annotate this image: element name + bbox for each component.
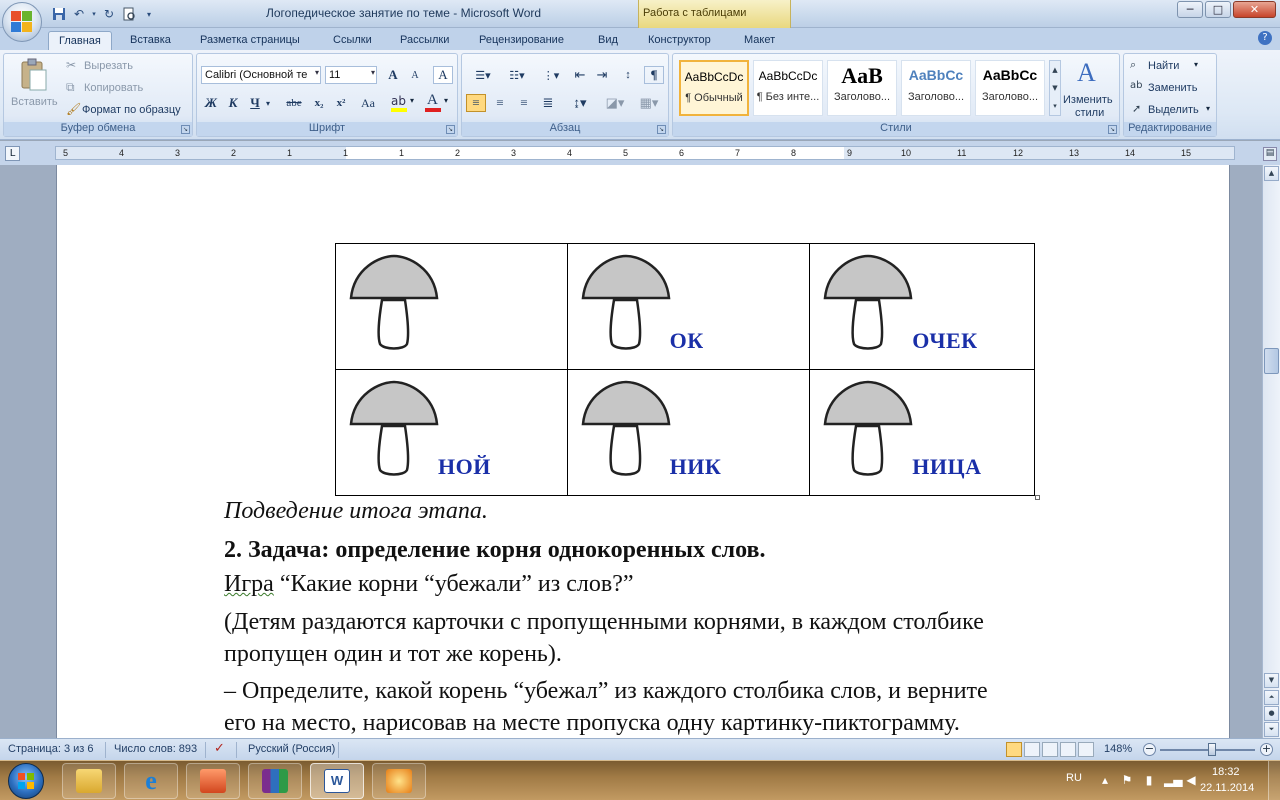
style-sample: AaBbCcDc xyxy=(684,70,744,84)
presentation-icon xyxy=(200,769,226,793)
mushroom-icon xyxy=(822,254,914,352)
cursor-icon: ➚ xyxy=(1132,102,1142,115)
draft-view-icon[interactable] xyxy=(1078,742,1094,757)
style-sample: AaBbCc xyxy=(982,67,1038,83)
paste-button[interactable] xyxy=(7,56,61,118)
clipboard-group-label: Буфер обмена xyxy=(4,122,192,136)
full-screen-reading-icon[interactable] xyxy=(1024,742,1040,757)
window-controls xyxy=(1177,1,1276,18)
root-suffix: ОЧЕК xyxy=(912,328,978,353)
language-indicator[interactable]: Русский (Россия) xyxy=(248,743,336,755)
find-label: Найти xyxy=(1148,60,1180,72)
paragraph-instructions-line-1: (Детям раздаются карточки с пропущенными корнями, в каждом столбике xyxy=(224,609,984,635)
save-icon[interactable] xyxy=(50,5,68,23)
spelling-flag-word: Игра xyxy=(224,571,274,597)
superscript-button[interactable]: x² xyxy=(336,97,346,109)
table-cell[interactable] xyxy=(336,244,568,370)
replace-button[interactable] xyxy=(1128,80,1214,98)
tab-view[interactable]: Вид xyxy=(598,34,618,46)
ruler-row xyxy=(0,141,1280,165)
styles-group xyxy=(672,53,1120,137)
help-icon[interactable]: ? xyxy=(1258,31,1272,45)
word-count[interactable]: Число слов: 893 xyxy=(114,743,198,755)
cut-label: Вырезать xyxy=(84,60,133,72)
format-painter-button[interactable] xyxy=(64,102,192,120)
network-signal-icon[interactable]: ▂▄ xyxy=(1164,773,1183,787)
highlighter-icon: ab xyxy=(391,94,406,108)
mushroom-icon xyxy=(580,380,672,478)
tab-page-layout[interactable]: Разметка страницы xyxy=(200,34,300,46)
mushroom-table[interactable] xyxy=(335,243,1035,496)
paragraph-instructions-line-2: пропущен один и тот же корень). xyxy=(224,641,562,667)
clipboard-launcher-icon[interactable]: ↘ xyxy=(182,126,189,133)
paragraph-task-heading: 2. Задача: определение корня однокоренных слов. xyxy=(224,537,766,563)
find-button[interactable] xyxy=(1128,58,1214,76)
ruler-tick: 1 xyxy=(287,148,293,158)
align-left-icon[interactable]: ≡ xyxy=(466,94,486,112)
ruler-tick: 11 xyxy=(957,148,967,158)
previous-page-icon[interactable]: ⏶ xyxy=(1264,690,1279,705)
root-suffix: НИК xyxy=(669,454,722,479)
sort-icon[interactable]: ↕ xyxy=(625,69,631,81)
font-size-combo[interactable] xyxy=(325,66,377,84)
office-button[interactable] xyxy=(2,2,42,42)
horizontal-ruler[interactable] xyxy=(55,146,1235,160)
ruler-tick: 2 xyxy=(231,148,237,158)
print-preview-icon[interactable] xyxy=(120,5,138,23)
undo-dropdown-icon[interactable]: ▾ xyxy=(92,10,96,18)
change-styles-label: Изменить xyxy=(1063,94,1113,106)
chevron-down-icon: ▾ xyxy=(314,68,319,77)
font-group-label: Шрифт xyxy=(197,122,457,136)
status-divider xyxy=(236,742,237,758)
zoom-level[interactable]: 148% xyxy=(1104,743,1133,755)
start-button[interactable] xyxy=(8,763,44,799)
scissors-icon: ✂ xyxy=(66,58,77,72)
chevron-down-icon: ▾ xyxy=(370,68,375,77)
multilevel-list-icon[interactable]: ⋮▾ xyxy=(542,69,560,82)
editing-group xyxy=(1123,53,1217,137)
table-cell[interactable] xyxy=(336,370,568,496)
taskbar-presentation[interactable] xyxy=(186,763,240,799)
tab-insert[interactable]: Вставка xyxy=(130,34,171,46)
styles-launcher-icon[interactable]: ↘ xyxy=(1109,126,1116,133)
page-count[interactable]: Страница: 3 из 6 xyxy=(8,743,94,755)
underline-button[interactable]: Ч xyxy=(250,95,260,110)
table-tools-context-title: Работа с таблицами xyxy=(638,0,791,28)
next-page-icon[interactable]: ⏷ xyxy=(1264,722,1279,737)
ruler-tick: 3 xyxy=(511,148,517,158)
view-ruler-icon[interactable]: ▤ xyxy=(1263,147,1277,161)
tab-home[interactable]: Главная xyxy=(48,31,112,50)
style-heading-1[interactable] xyxy=(827,60,897,116)
mushroom-icon xyxy=(822,380,914,478)
zoom-in-icon[interactable]: + xyxy=(1261,742,1272,755)
tab-design[interactable]: Конструктор xyxy=(648,34,711,46)
select-label: Выделить xyxy=(1148,104,1199,116)
style-sample: AaB xyxy=(841,63,883,88)
change-styles-icon: A xyxy=(1077,58,1096,87)
format-painter-label: Формат по образцу xyxy=(82,104,181,116)
taskbar-media[interactable] xyxy=(372,763,426,799)
borders-icon[interactable]: ▦▾ xyxy=(639,95,659,110)
replace-icon: ab xyxy=(1130,80,1143,91)
document-page[interactable] xyxy=(56,165,1230,738)
taskbar-ie[interactable] xyxy=(124,763,178,799)
table-row xyxy=(336,370,1035,496)
table-row xyxy=(336,244,1035,370)
table-cell[interactable] xyxy=(810,244,1035,370)
binoculars-icon: ⌕ xyxy=(1130,58,1137,71)
quick-access-toolbar xyxy=(50,4,158,24)
bold-button[interactable]: Ж xyxy=(205,95,217,110)
increase-indent-icon[interactable]: ⇥ xyxy=(596,67,608,82)
ruler-tick: 4 xyxy=(119,148,125,158)
select-button[interactable] xyxy=(1128,102,1214,120)
vertical-scrollbar[interactable] xyxy=(1262,165,1280,738)
zoom-slider-thumb[interactable] xyxy=(1208,743,1216,756)
table-cell[interactable] xyxy=(810,370,1035,496)
style-name: Заголово... xyxy=(907,91,965,103)
editing-group-label: Редактирование xyxy=(1124,122,1216,136)
align-center-icon[interactable]: ≡ xyxy=(496,95,504,110)
scrollbar-thumb[interactable] xyxy=(1264,348,1279,374)
ruler-tick: 2 xyxy=(455,148,461,158)
style-heading-3[interactable] xyxy=(975,60,1045,116)
table-cell[interactable] xyxy=(567,370,810,496)
ruler-text-area xyxy=(346,147,844,159)
web-layout-icon[interactable] xyxy=(1042,742,1058,757)
cut-button[interactable] xyxy=(64,58,184,76)
ruler-tick: 12 xyxy=(1013,148,1024,158)
shrink-font-button[interactable]: A xyxy=(411,69,419,81)
window-title: Логопедическое занятие по теме - Microsoft Word xyxy=(266,6,542,20)
customize-qat-icon[interactable]: ▾ xyxy=(146,9,151,19)
chevron-down-icon: ▾ xyxy=(444,96,449,105)
tab-mailings[interactable]: Рассылки xyxy=(400,34,450,46)
windows-taskbar xyxy=(0,760,1280,800)
archive-icon xyxy=(262,769,288,793)
ruler-tick: 14 xyxy=(1125,148,1136,158)
root-suffix: ОК xyxy=(669,328,704,353)
close-button[interactable]: ✕ xyxy=(1233,1,1276,18)
status-bar xyxy=(0,738,1280,760)
ruler-tick: 10 xyxy=(901,148,912,158)
show-formatting-button[interactable]: ¶ xyxy=(644,66,664,84)
windows-logo-icon xyxy=(17,772,35,790)
volume-icon[interactable]: ◀ xyxy=(1186,773,1196,787)
ribbon xyxy=(0,50,1280,140)
numbering-icon[interactable]: ☷▾ xyxy=(509,69,525,82)
font-size-value: 11 xyxy=(329,69,341,81)
show-desktop-button[interactable] xyxy=(1268,761,1280,800)
undo-icon[interactable]: ↶ xyxy=(73,7,85,21)
taskbar-word[interactable] xyxy=(310,763,364,799)
style-no-spacing[interactable] xyxy=(753,60,823,116)
font-group xyxy=(196,53,458,137)
ruler-tick: 9 xyxy=(847,148,853,158)
table-cell[interactable] xyxy=(567,244,810,370)
print-layout-view-icon[interactable] xyxy=(1006,742,1022,757)
italic-button[interactable]: К xyxy=(228,95,238,110)
tab-selector[interactable]: L xyxy=(5,146,20,161)
paragraph-group-label: Абзац xyxy=(462,122,668,136)
strikethrough-button[interactable]: abe xyxy=(286,97,302,109)
document-area xyxy=(0,165,1262,738)
scroll-down-icon[interactable]: ▼ xyxy=(1264,673,1279,688)
maximize-button[interactable]: □ xyxy=(1205,1,1231,18)
power-icon[interactable]: ▮ xyxy=(1145,773,1153,787)
align-right-icon[interactable]: ≡ xyxy=(520,95,528,110)
copy-label: Копировать xyxy=(84,82,144,94)
copy-icon: ⧉ xyxy=(66,80,75,94)
mushroom-icon xyxy=(580,254,672,352)
highlight-button[interactable] xyxy=(389,94,419,112)
paste-icon xyxy=(19,58,49,92)
bullets-icon[interactable]: ☰▾ xyxy=(475,69,491,82)
paragraph-summary: Подведение итога этапа. xyxy=(224,498,488,524)
paragraph-task-line-2: его на место, нарисовав на месте пропуска одну картинку-пиктограмму. xyxy=(224,710,960,736)
ruler-tick: 7 xyxy=(735,148,741,158)
scroll-up-icon[interactable]: ▲ xyxy=(1264,166,1279,181)
mushroom-icon xyxy=(348,254,440,352)
chevron-down-icon: ▾ xyxy=(410,96,415,105)
clock-time[interactable]: 18:32 xyxy=(1212,766,1240,778)
chevron-down-icon: ▾ xyxy=(1194,60,1199,69)
taskbar-explorer[interactable] xyxy=(62,763,116,799)
clock-date[interactable]: 22.11.2014 xyxy=(1200,782,1255,794)
styles-group-label: Стили xyxy=(673,122,1119,136)
paintbrush-icon: 🖌 xyxy=(66,102,82,116)
style-sample: AaBbCc xyxy=(908,67,964,83)
action-center-flag-icon[interactable]: ⚑ xyxy=(1121,773,1133,787)
paragraph-launcher-icon[interactable]: ↘ xyxy=(658,126,665,133)
line-spacing-icon[interactable]: ↨▾ xyxy=(573,95,587,110)
ruler-tick: 1 xyxy=(343,148,349,158)
style-heading-2[interactable] xyxy=(901,60,971,116)
style-name: ¶ Обычный xyxy=(685,92,743,104)
word-icon: W xyxy=(324,769,350,793)
paragraph-task-line-1: – Определите, какой корень “убежал” из каждого столбика слов, и верните xyxy=(224,678,988,704)
input-language[interactable]: RU xyxy=(1066,772,1082,784)
style-name: Заголово... xyxy=(981,91,1039,103)
font-color-icon: A xyxy=(427,92,438,108)
tab-references[interactable]: Ссылки xyxy=(333,34,372,46)
paragraph-game xyxy=(224,571,634,598)
ruler-tick: 15 xyxy=(1181,148,1192,158)
decrease-indent-icon[interactable]: ⇤ xyxy=(574,67,586,82)
proofing-icon[interactable]: ✓ xyxy=(214,741,225,756)
change-styles-label-2: стили xyxy=(1075,107,1105,119)
style-name: ¶ Без инте... xyxy=(756,91,820,103)
change-styles-button[interactable] xyxy=(1063,58,1117,120)
tab-review[interactable]: Рецензирование xyxy=(479,34,564,46)
table-resize-handle[interactable] xyxy=(1035,495,1040,500)
ruler-tick: 13 xyxy=(1069,148,1080,158)
taskbar-winrar[interactable] xyxy=(248,763,302,799)
mushroom-icon xyxy=(348,380,440,478)
subscript-button[interactable]: x₂ xyxy=(314,97,324,109)
underline-dropdown-icon[interactable]: ▾ xyxy=(265,98,270,108)
style-normal[interactable] xyxy=(679,60,749,116)
change-case-button[interactable]: Aa xyxy=(361,95,375,110)
office-logo-icon xyxy=(11,11,33,33)
folder-icon xyxy=(76,769,102,793)
status-divider xyxy=(105,742,106,758)
font-name-combo[interactable] xyxy=(201,66,321,84)
title-bar xyxy=(0,0,1280,28)
ruler-tick: 5 xyxy=(623,148,629,158)
justify-icon[interactable]: ≣ xyxy=(542,95,554,110)
media-player-icon xyxy=(386,769,412,793)
ruler-tick: 1 xyxy=(399,148,405,158)
font-color-button[interactable] xyxy=(423,94,453,112)
paragraph-group xyxy=(461,53,669,137)
font-name-value: Calibri (Основной те xyxy=(205,69,308,81)
show-hidden-icons-icon[interactable]: ▴ xyxy=(1101,773,1109,787)
outline-view-icon[interactable] xyxy=(1060,742,1076,757)
paragraph-game-rest: “Какие корни “убежали” из слов?” xyxy=(273,571,634,597)
clipboard-group xyxy=(3,53,193,137)
zoom-out-icon[interactable]: − xyxy=(1144,742,1155,755)
tab-layout[interactable]: Макет xyxy=(744,34,776,46)
ruler-tick: 5 xyxy=(63,148,69,158)
style-sample: AaBbCcDc xyxy=(758,69,818,83)
ruler-tick: 8 xyxy=(791,148,797,158)
internet-explorer-icon: e xyxy=(145,766,157,795)
styles-scroll[interactable]: ▲ ▼ ▾ xyxy=(1049,60,1061,116)
style-name: Заголово... xyxy=(833,91,891,103)
ruler-tick: 6 xyxy=(679,148,685,158)
redo-icon[interactable]: ↻ xyxy=(103,7,115,21)
ruler-tick: 3 xyxy=(175,148,181,158)
chevron-down-icon: ▾ xyxy=(1206,104,1211,113)
paste-label: Вставить xyxy=(11,96,58,108)
shading-icon[interactable]: ◪▾ xyxy=(605,95,625,110)
copy-button[interactable] xyxy=(64,80,184,98)
clear-formatting-button[interactable]: A xyxy=(433,66,453,84)
font-launcher-icon[interactable]: ↘ xyxy=(447,126,454,133)
replace-label: Заменить xyxy=(1148,82,1198,94)
ruler-tick: 4 xyxy=(567,148,573,158)
browse-object-icon[interactable]: ● xyxy=(1264,706,1279,721)
grow-font-button[interactable]: A xyxy=(388,67,398,82)
root-suffix: НОЙ xyxy=(438,454,491,479)
root-suffix: НИЦА xyxy=(912,454,982,479)
status-divider xyxy=(205,742,206,758)
ribbon-tab-row xyxy=(0,28,1280,50)
minimize-button[interactable]: ─ xyxy=(1177,1,1203,18)
status-divider xyxy=(338,742,339,758)
